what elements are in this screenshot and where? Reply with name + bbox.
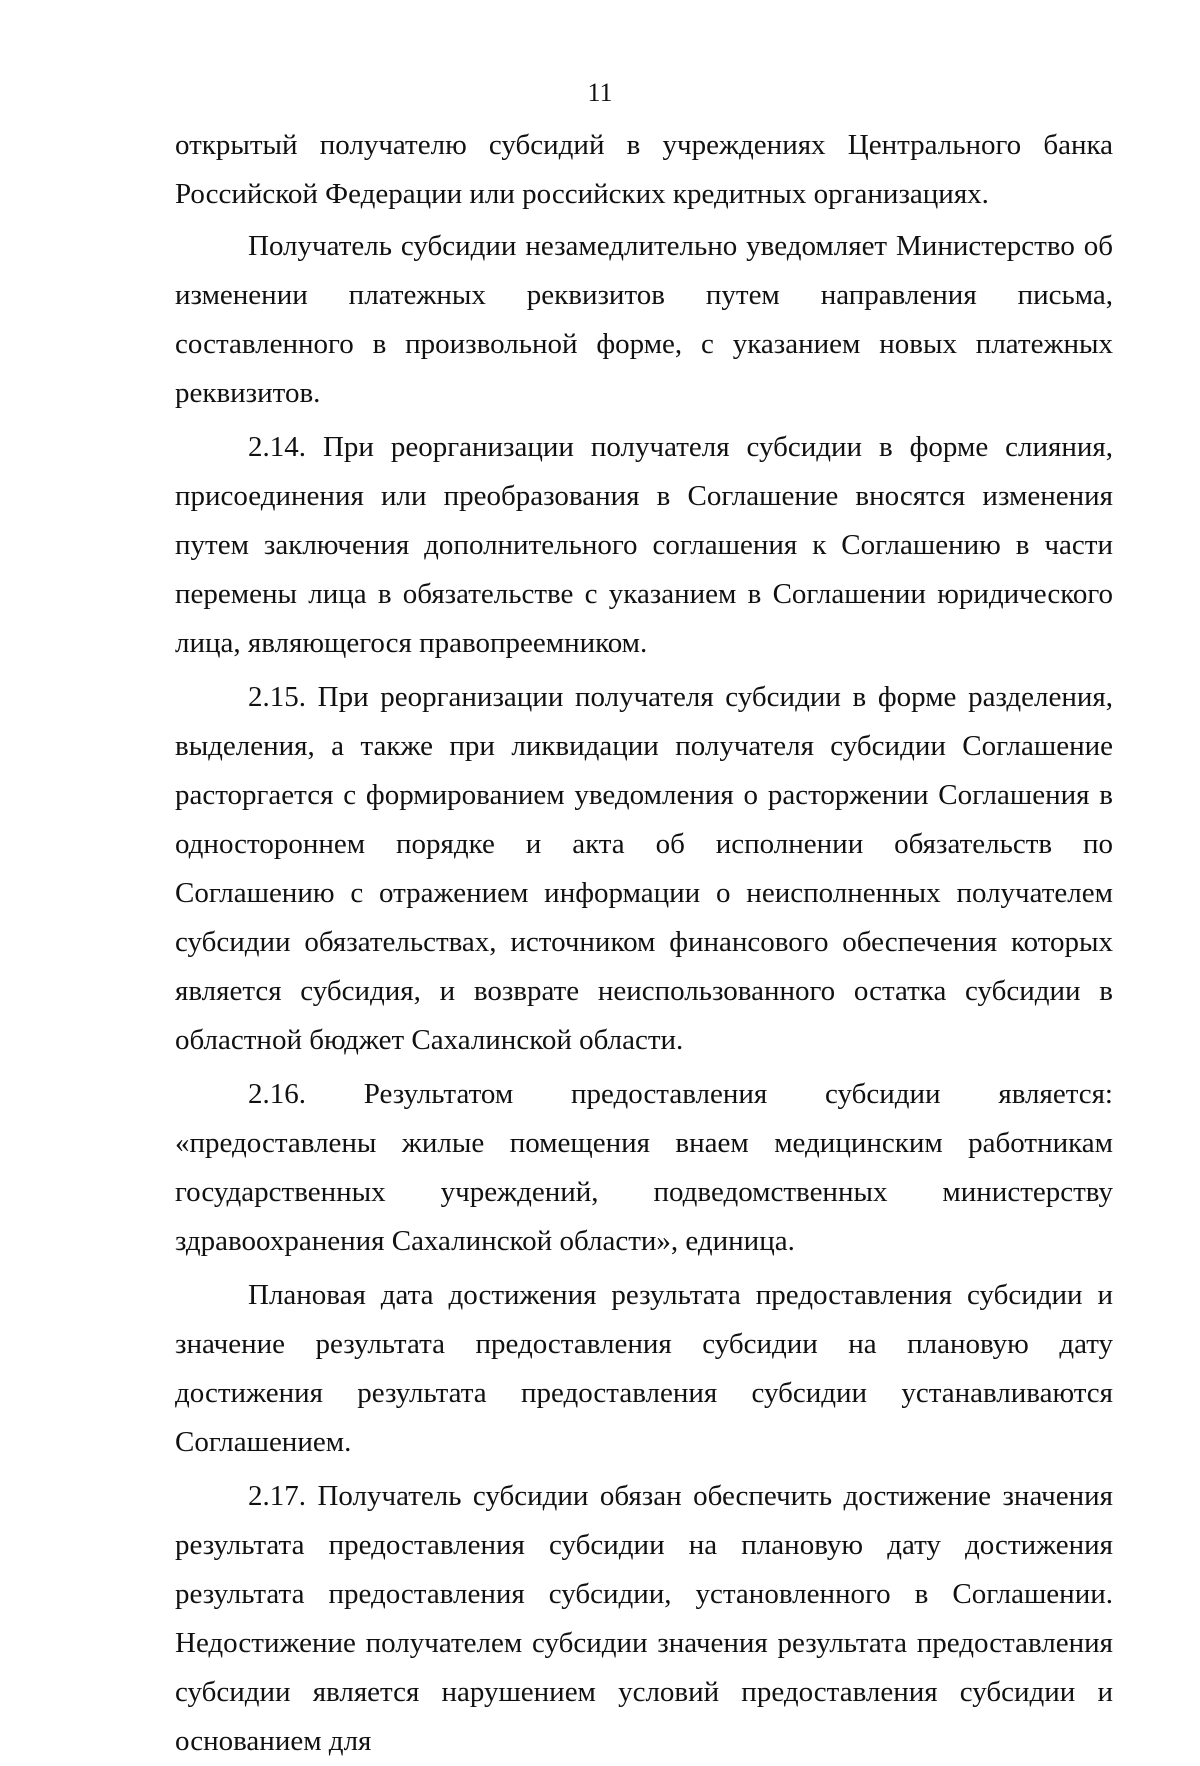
document-body — [175, 121, 1113, 1766]
paragraph-planned-date: Плановая дата достижения результата предоставления субсидии и значение результата предоставления субсидии на плановую дату достижения результата предоставления субсидии устанавливаются Соглашением. — [175, 1279, 1113, 1458]
page-number: 11 — [587, 78, 613, 107]
paragraph-payment-details: Получатель субсидии незамедлительно уведомляет Министерство об изменении платежных реквизитов путем направления письма, составленного в произвольной форме, с указанием новых платежных реквизитов. — [175, 230, 1113, 409]
paragraph-2-14: 2.14. При реорганизации получателя субсидии в форме слияния, присоединения или преобразования в Соглашение вносятся изменения путем заключения дополнительного соглашения к Соглашению в части перемены лица в обязательстве с указанием в Соглашении юридического лица, являющегося правопреемником. — [175, 431, 1113, 659]
paragraph-2-15: 2.15. При реорганизации получателя субсидии в форме разделения, выделения, а также при ликвидации получателя субсидии Соглашение расторгается с формированием уведомления о расторжении Соглашения в одностороннем порядке и акта об исполнении обязательств по Соглашению с отражением информации о неисполненных получателем субсидии обязательствах, источником финансового обеспечения которых является субсидия, и возврате неиспользованного остатка субсидии в областной бюджет Сахалинской области. — [175, 681, 1113, 1056]
paragraph-continuation: открытый получателю субсидий в учреждениях Центрального банка Российской Федерации или российских кредитных организациях. — [175, 129, 1113, 210]
paragraph-2-17: 2.17. Получатель субсидии обязан обеспечить достижение значения результата предоставления субсидии на плановую дату достижения результата предоставления субсидии, установленного в Соглашении. Недостижение получателем субсидии значения результата предоставления субсидии является нарушением условий предоставления субсидии и основанием для — [175, 1480, 1113, 1757]
paragraph-2-16: 2.16. Результатом предоставления субсидии является: «предоставлены жилые помещения внаем медицинским работникам государственных учреждений, подведомственных министерству здравоохранения Сахалинской области», единица. — [175, 1078, 1113, 1257]
